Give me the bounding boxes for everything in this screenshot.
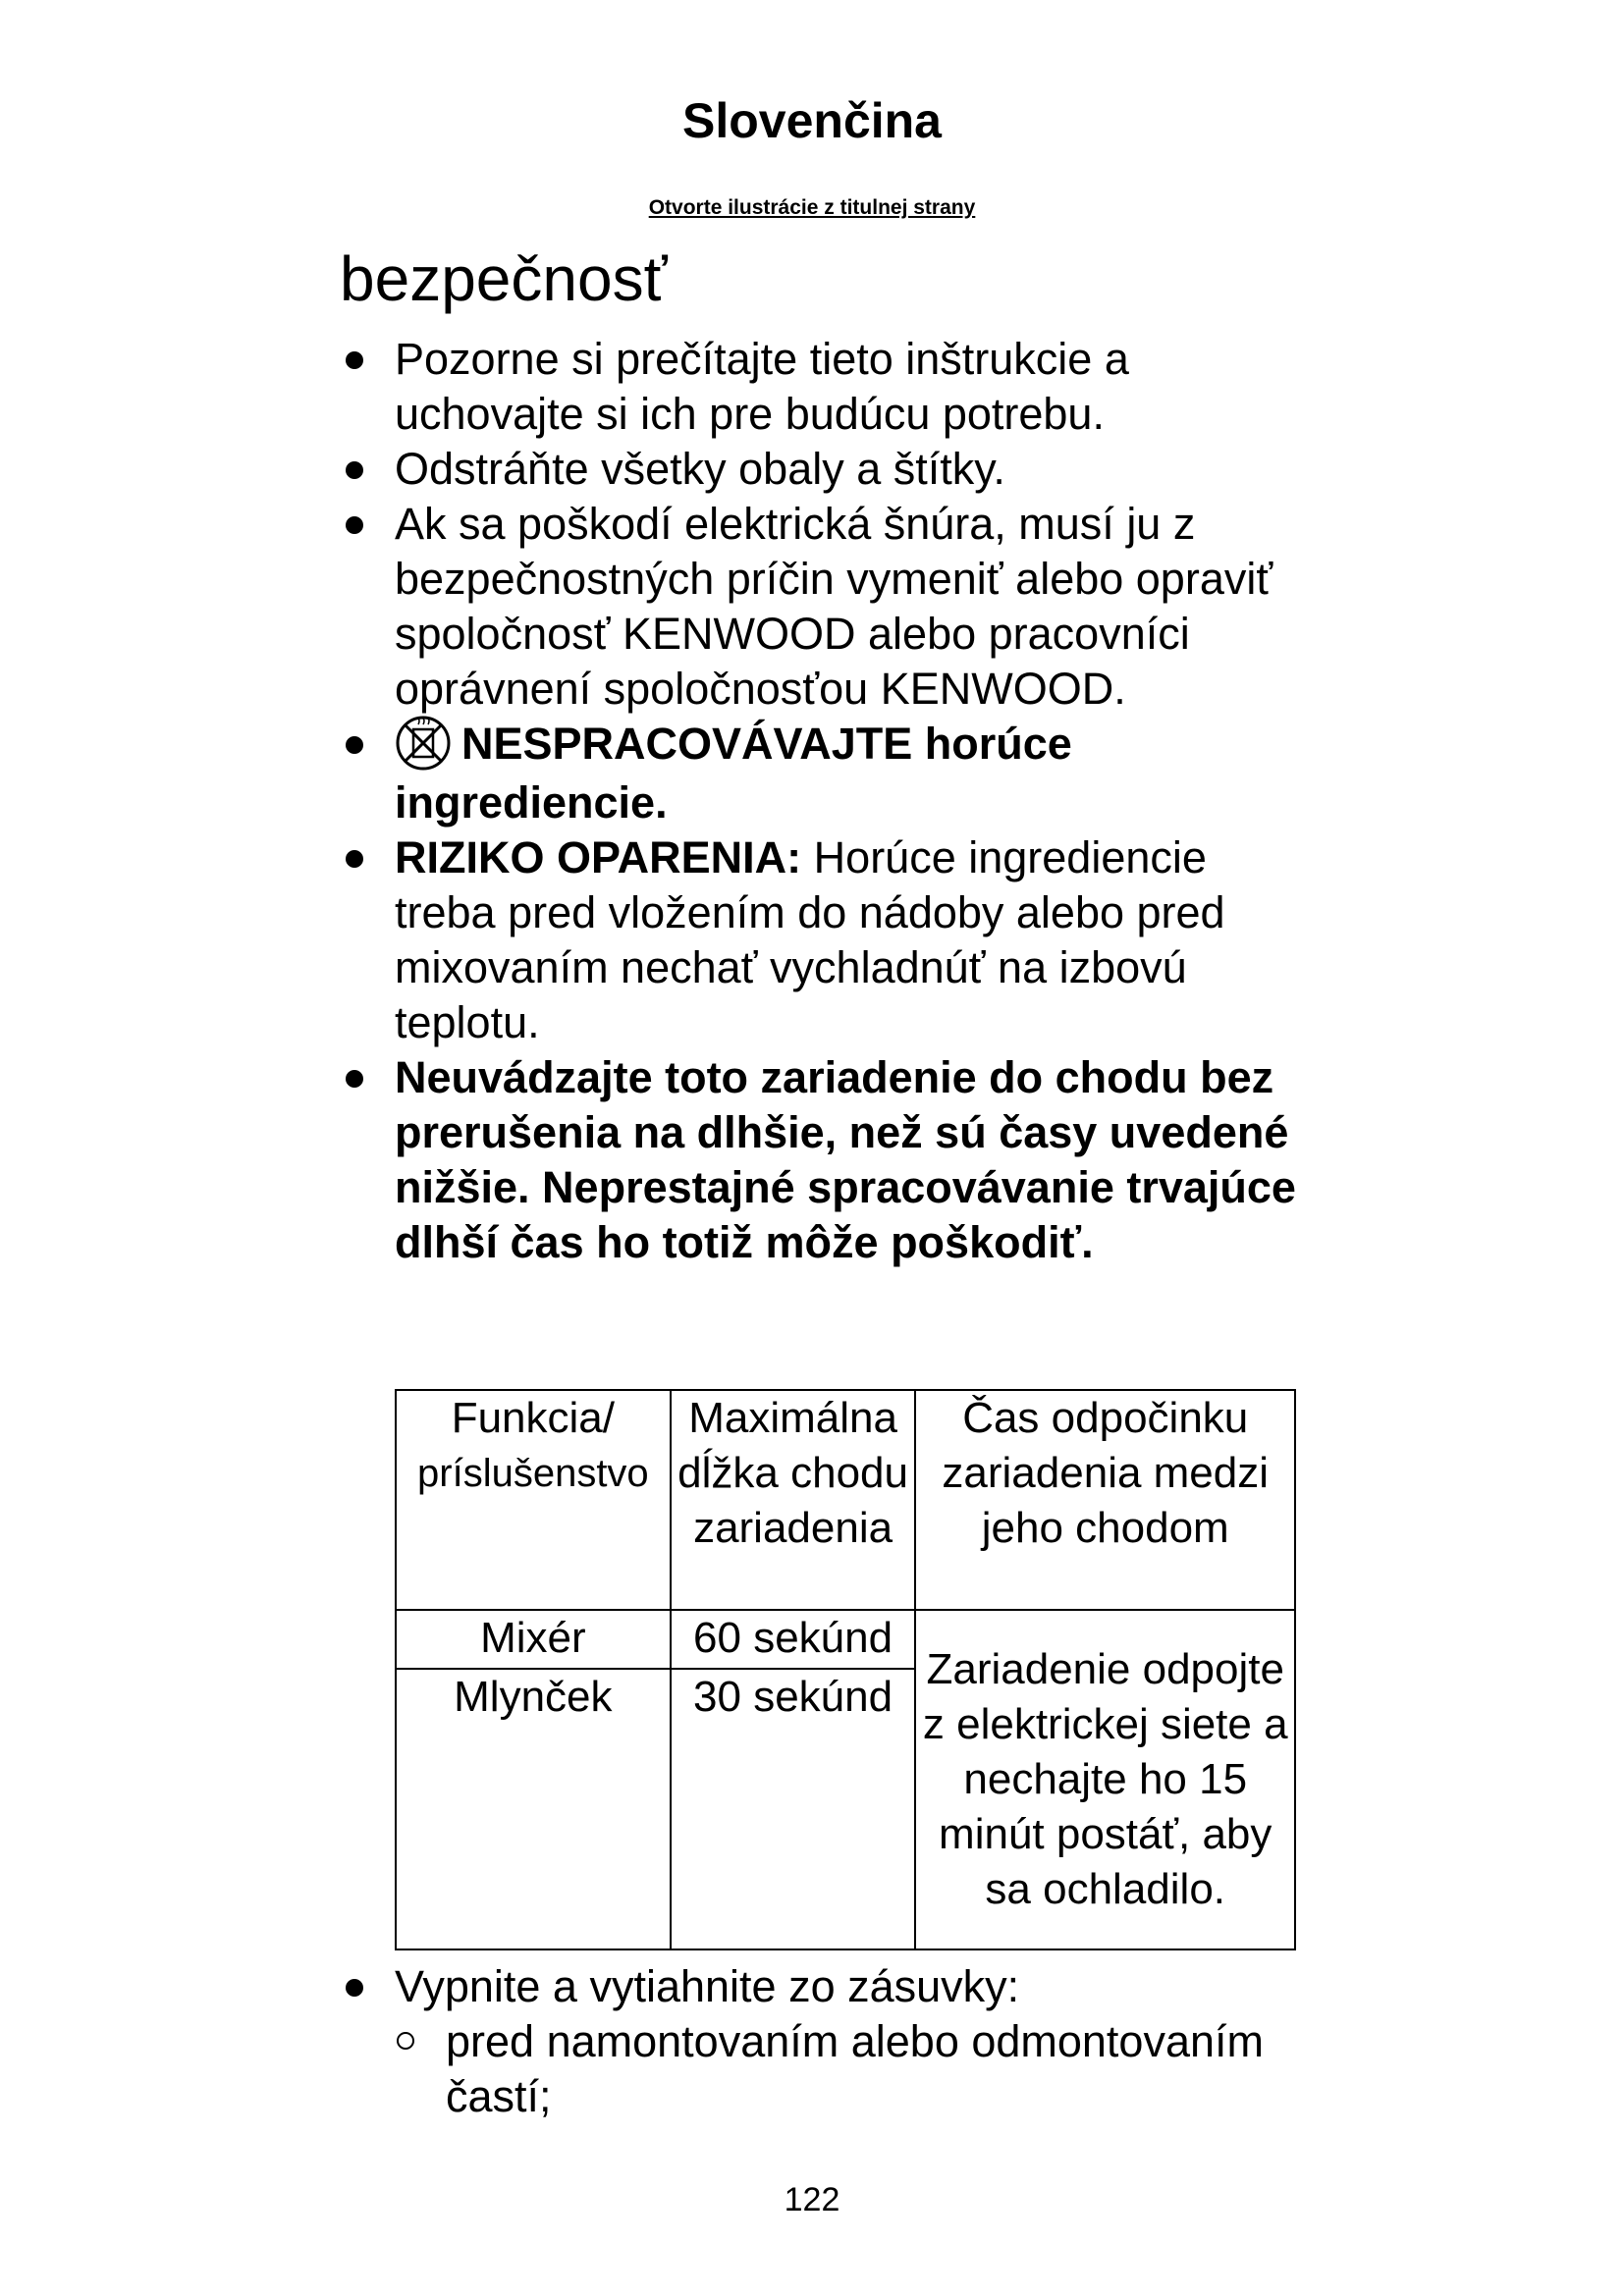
- list-item: [334, 830, 1296, 1050]
- list-item: [334, 1959, 1296, 2014]
- safety-list: [334, 332, 1296, 1270]
- sub-list-item-text: pred namontovaním alebo odmontovaním častí;: [446, 2016, 1265, 2121]
- bullet-icon: [346, 1070, 363, 1088]
- list-item-text: Pozorne si prečítajte tieto inštrukcie a uchovajte si ich pre budúcu potrebu.: [395, 334, 1129, 439]
- table-cell: Mlynček: [396, 1669, 671, 1949]
- unplug-list: [334, 1959, 1296, 2124]
- bullet-icon: [346, 516, 363, 534]
- list-item-text: Odstráňte všetky obaly a štítky.: [395, 444, 1005, 494]
- table-header-row: [396, 1390, 1295, 1610]
- illustrations-link[interactable]: Otvorte ilustrácie z titulnej strany: [648, 196, 976, 219]
- table-cell: Zariadenie odpojte z elektrickej siete a nechajte ho 15 minút postáť, aby sa ochladilo.: [915, 1610, 1295, 1949]
- table-cell: 60 sekúnd: [671, 1610, 916, 1669]
- table-header-cell: Maximálna dĺžka chodu zariadenia: [671, 1390, 916, 1610]
- bullet-icon: [346, 736, 363, 754]
- hollow-bullet-icon: [397, 2032, 414, 2050]
- table-row: [396, 1610, 1295, 1669]
- table-cell: 30 sekúnd: [671, 1669, 916, 1949]
- table-header-cell: Čas odpočinku zariadenia medzi jeho chodom: [915, 1390, 1295, 1610]
- list-item-text: NESPRACOVÁVAJTE horúce ingrediencie.: [395, 719, 1072, 828]
- warning-label: RIZIKO OPARENIA:: [395, 832, 802, 883]
- list-item: [334, 442, 1296, 497]
- bullet-icon: [346, 1979, 363, 1997]
- list-item: [334, 1050, 1296, 1270]
- operating-times-table: [395, 1389, 1296, 1950]
- list-item-text: Vypnite a vytiahnite zo zásuvky:: [395, 1961, 1020, 2011]
- list-item: [334, 497, 1296, 717]
- section-heading: bezpečnosť: [340, 243, 668, 314]
- page-title: Slovenčina: [682, 93, 942, 148]
- page-number: 122: [784, 2181, 840, 2218]
- bullet-icon: [346, 850, 363, 868]
- table-header-cell: Funkcia/ príslušenstvo: [396, 1390, 671, 1610]
- list-item-text: Neuvádzajte toto zariadenie do chodu bez prerušenia na dlhšie, než sú časy uvedené nižšie. Neprestajné spracovávanie trvajúce dlhší čas ho totiž môže poškodiť.: [395, 1052, 1296, 1268]
- bullet-icon: [346, 351, 363, 369]
- bullet-icon: [346, 461, 363, 479]
- table-cell: Mixér: [396, 1610, 671, 1669]
- list-item-text: Horúce ingrediencie treba pred vložením do nádoby alebo pred mixovaním nechať vychladnúť na izbovú teplotu.: [395, 832, 1225, 1048]
- sub-list-item: [334, 2014, 1296, 2124]
- list-item: [334, 717, 1296, 830]
- no-hot-ingredients-icon: [395, 715, 452, 772]
- list-item-text: Ak sa poškodí elektrická šnúra, musí ju z bezpečnostných príčin vymeniť alebo opraviť spoločnosť KENWOOD alebo pracovníci oprávnení spoločnosťou KENWOOD.: [395, 499, 1273, 714]
- list-item: [334, 332, 1296, 442]
